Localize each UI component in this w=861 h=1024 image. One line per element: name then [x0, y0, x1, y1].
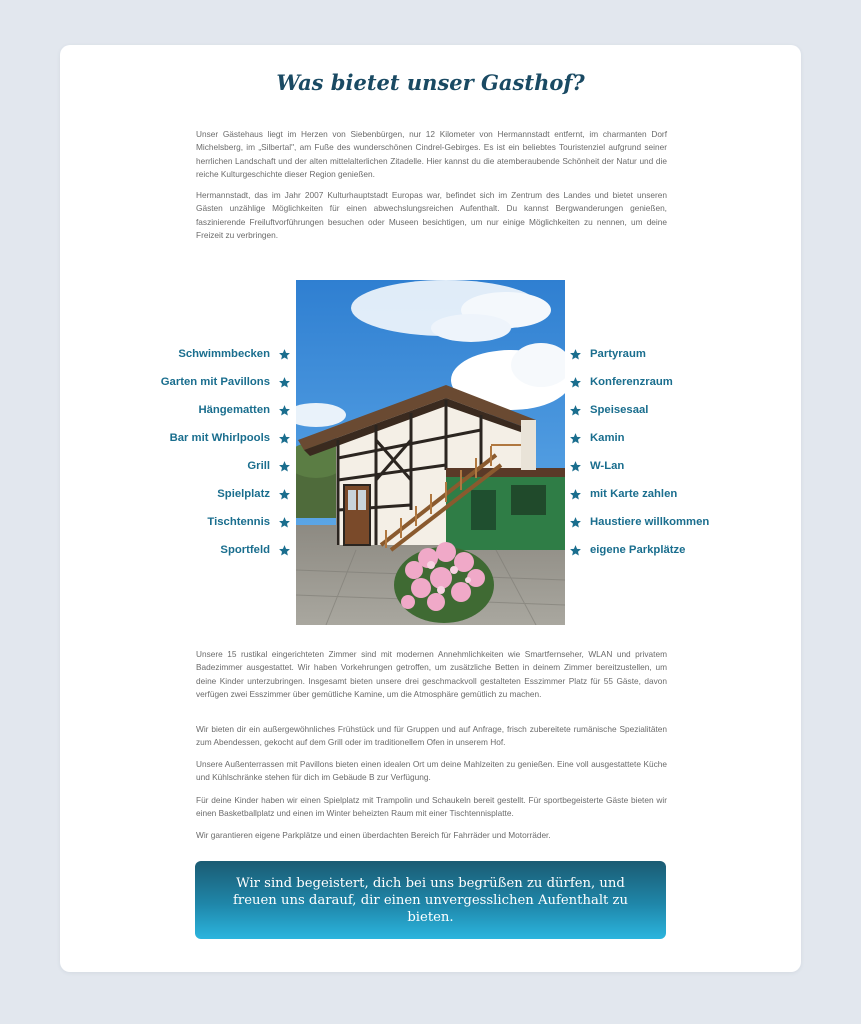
amenity-left-8 — [220, 542, 291, 558]
amenity-left-2 — [161, 374, 291, 390]
star-icon — [278, 376, 291, 389]
details-paragraph-1: Unsere 15 rustikal eingerichteten Zimmer sind mit modernen Annehmlichkeiten wie Smartfernseher, WLAN und privatem Badezimmer ausgestattet. Wir haben Vorkehrungen getroffen, um zusätzliche Betten in deinem Zimmer bereitzustellen, um deine Kinder unterzubringen. Insgesamt bieten unsere drei geschmackvoll gestalteten Esszimmer Platz für 55 Gäste, davon verfügen zwei Esszimmer über gemütliche Kamine, um die Atmosphäre gemütlich zu machen. — [196, 649, 667, 700]
details-paragraph-4: Für deine Kinder haben wir einen Spielplatz mit Trampolin und Schaukeln bereit gestellt. Für sportbegeisterte Gäste bieten wir einen Basketballplatz und einen im Winter beheizten Raum mit einer Tischtennisplatte. — [196, 795, 667, 819]
welcome-banner-text: Wir sind begeistert, dich bei uns begrüßen zu dürfen, und freuen uns darauf, dir einen unvergesslichen Aufenthalt zu bieten. — [233, 875, 628, 925]
amenity-left-6 — [217, 486, 291, 502]
guesthouse-photo — [296, 280, 565, 625]
amenity-label: Sportfeld — [220, 544, 270, 556]
star-icon — [278, 460, 291, 473]
amenity-label: Hängematten — [198, 404, 270, 416]
star-icon — [278, 544, 291, 557]
amenity-left-1 — [178, 346, 291, 362]
amenity-label: Tischtennis — [207, 516, 270, 528]
details-paragraph-3: Unsere Außenterrassen mit Pavillons bieten einen idealen Ort um deine Mahlzeiten zu genießen. Eine voll ausgestattete Küche und Kühlschränke stehen für dich im Gebäude B zur Verfügung. — [196, 759, 667, 783]
amenity-label: Schwimmbecken — [178, 348, 270, 360]
star-icon — [278, 516, 291, 529]
amenity-label: Spielplatz — [217, 488, 270, 500]
star-icon — [278, 348, 291, 361]
star-icon — [569, 432, 582, 445]
star-icon — [278, 432, 291, 445]
amenity-left-3 — [198, 402, 291, 418]
intro-paragraph-2: Hermannstadt, das im Jahr 2007 Kulturhauptstadt Europas war, befindet sich im Zentrum des Landes und bietet unseren Gästen unzählige Möglichkeiten für einen abwechslungsreichen Aufenthalt. Du kannst Bergwanderungen genießen, faszinierende Freiluftvorführungen besuchen oder Museen besichtigen, um nur einige Möglichkeiten zu nennen, um deine Freizeit zu verbringen. — [196, 190, 667, 241]
amenity-right-7 — [569, 514, 709, 530]
amenity-right-4 — [569, 430, 625, 446]
details-paragraph-2: Wir bieten dir ein außergewöhnliches Frühstück und für Gruppen und auf Anfrage, frisch zubereitete rumänische Spezialitäten zum Abendessen, gekocht auf dem Grill oder im traditionellem Ofen in unserem Hof. — [196, 724, 667, 748]
amenity-label: Haustiere willkommen — [590, 516, 710, 528]
amenity-right-2 — [569, 374, 673, 390]
welcome-banner — [195, 861, 666, 939]
page-title: Was bietet unser Gasthof? — [276, 70, 585, 95]
amenity-label: mit Karte zahlen — [590, 488, 678, 500]
amenity-label: Garten mit Pavillons — [160, 376, 270, 388]
star-icon — [569, 376, 582, 389]
amenity-left-4 — [170, 430, 291, 446]
amenity-right-3 — [569, 402, 648, 418]
amenity-label: Bar mit Whirlpools — [169, 432, 270, 444]
star-icon — [569, 460, 582, 473]
star-icon — [569, 544, 582, 557]
amenity-label: Partyraum — [590, 348, 646, 360]
amenity-label: W-Lan — [590, 460, 625, 472]
amenity-label: eigene Parkplätze — [590, 544, 686, 556]
star-icon — [569, 516, 582, 529]
amenity-left-5 — [247, 458, 291, 474]
amenity-label: Konferenzraum — [590, 376, 673, 388]
amenity-right-6 — [569, 486, 677, 502]
details-paragraph-5: Wir garantieren eigene Parkplätze und einen überdachten Bereich für Fahrräder und Motorräder. — [196, 830, 551, 840]
amenity-label: Kamin — [590, 432, 625, 444]
amenity-left-7 — [207, 514, 291, 530]
amenity-right-1 — [569, 346, 646, 362]
star-icon — [278, 488, 291, 501]
amenity-right-5 — [569, 458, 624, 474]
amenity-right-8 — [569, 542, 685, 558]
star-icon — [569, 348, 582, 361]
star-icon — [278, 404, 291, 417]
star-icon — [569, 488, 582, 501]
intro-paragraph-1: Unser Gästehaus liegt im Herzen von Siebenbürgen, nur 12 Kilometer von Hermannstadt entfernt, im charmanten Dorf Michelsberg, im „Silbertal", am Fuße des wunderschönen Cindrel-Gebirges. Es ist ein beliebtes Touristenziel aufgrund seiner herrlichen Landschaft und der alten mittelalterlichen Zitadelle. Hier kannst du die atemberaubende Schönheit der Natur und die reiche Kulturgeschichte dieser Region genießen. — [196, 129, 667, 180]
amenity-label: Grill — [247, 460, 270, 472]
star-icon — [569, 404, 582, 417]
amenity-label: Speisesaal — [590, 404, 649, 416]
